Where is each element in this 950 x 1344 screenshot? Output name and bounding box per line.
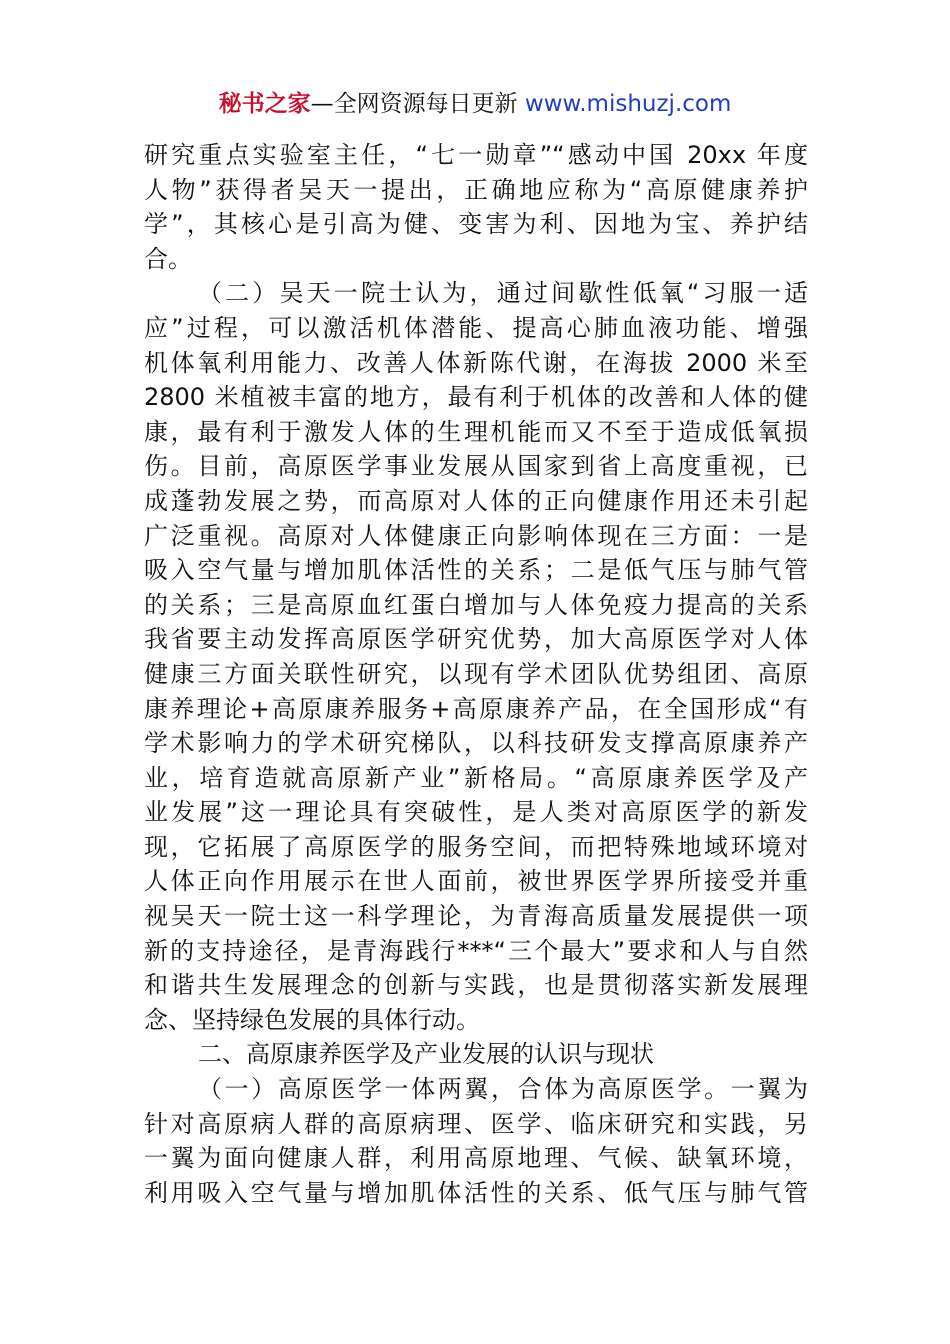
text-line: 业，培育造就高原新产业”新格局。“高原康养医学及产 — [144, 763, 808, 792]
text-line: 合。 — [144, 244, 192, 273]
text-line: 利用吸入空气量与增加肌体活性的关系、低气压与肺气管 — [144, 1178, 808, 1207]
text-line: 研究重点实验室主任，“七一勋章”“感动中国 20xx 年度 — [144, 141, 808, 169]
text-line: 现，它拓展了高原医学的服务空间，而把特殊地域环境对 — [144, 832, 808, 861]
text-line: 2800 米植被丰富的地方，最有利于机体的改善和人体的健 — [144, 383, 808, 412]
text-line: 新的支持途径，是青海践行***“三个最大”要求和人与自然 — [144, 936, 808, 965]
text-line: 吸入空气量与增加肌体活性的关系；二是低气压与肺气管 — [144, 556, 808, 585]
site-header — [0, 88, 950, 120]
site-brand: 秘书之家 — [218, 91, 311, 117]
text-line: （一）高原医学一体两翼，合体为高原医学。一翼为 — [198, 1075, 808, 1104]
text-line: 健康三方面关联性研究，以现有学术团队优势组团、高原 — [144, 659, 808, 688]
text-line: 应”过程，可以激活机体潜能、提高心肺血液功能、增强 — [144, 313, 808, 342]
text-line: 学术影响力的学术研究梯队，以科技研发支撑高原康养产 — [144, 729, 808, 758]
text-line: （二）吴天一院士认为，通过间歇性低氧“习服一适 — [198, 279, 808, 308]
document-body — [144, 138, 808, 1210]
text-line: 和谐共生发展理念的创新与实践，也是贯彻落实新发展理 — [144, 971, 808, 1000]
text-line: 业发展”这一理论具有突破性，是人类对高原医学的新发 — [144, 798, 808, 827]
text-line: 广泛重视。高原对人体健康正向影响体现在三方面：一是 — [144, 521, 808, 550]
text-line: 康，最有利于激发人体的生理机能而又不至于造成低氧损 — [144, 417, 808, 446]
text-line: 学”，其核心是引高为健、变害为利、因地为宝、养护结 — [144, 210, 808, 239]
header-tagline: —全网资源每日更新 — [310, 91, 525, 117]
text-line: 针对高原病人群的高原病理、医学、临床研究和实践，另 — [144, 1109, 808, 1138]
text-line: 视吴天一院士这一科学理论，为青海高质量发展提供一项 — [144, 902, 808, 931]
text-line: 人体正向作用展示在世人面前，被世界医学界所接受并重 — [144, 867, 808, 896]
text-line: 一翼为面向健康人群，利用高原地理、气候、缺氧环境， — [144, 1144, 808, 1173]
section-heading: 二、高原康养医学及产业发展的认识与现状 — [198, 1040, 654, 1069]
text-line: 我省要主动发挥高原医学研究优势，加大高原医学对人体 — [144, 625, 808, 654]
site-url-link[interactable]: www.mishuzj.com — [524, 91, 732, 117]
text-line: 成蓬勃发展之势，而高原对人体的正向健康作用还未引起 — [144, 486, 808, 515]
text-line: 念、坚持绿色发展的具体行动。 — [144, 1005, 480, 1034]
text-line: 的关系；三是高原血红蛋白增加与人体免疫力提高的关系 — [144, 590, 808, 619]
text-line: 机体氧利用能力、改善人体新陈代谢，在海拔 2000 米至 — [144, 348, 808, 377]
text-line: 伤。目前，高原医学事业发展从国家到省上高度重视，已 — [144, 452, 808, 481]
text-line: 人物”获得者吴天一提出，正确地应称为“高原健康养护 — [144, 175, 808, 204]
text-line: 康养理论+高原康养服务+高原康养产品，在全国形成“有 — [144, 694, 808, 723]
